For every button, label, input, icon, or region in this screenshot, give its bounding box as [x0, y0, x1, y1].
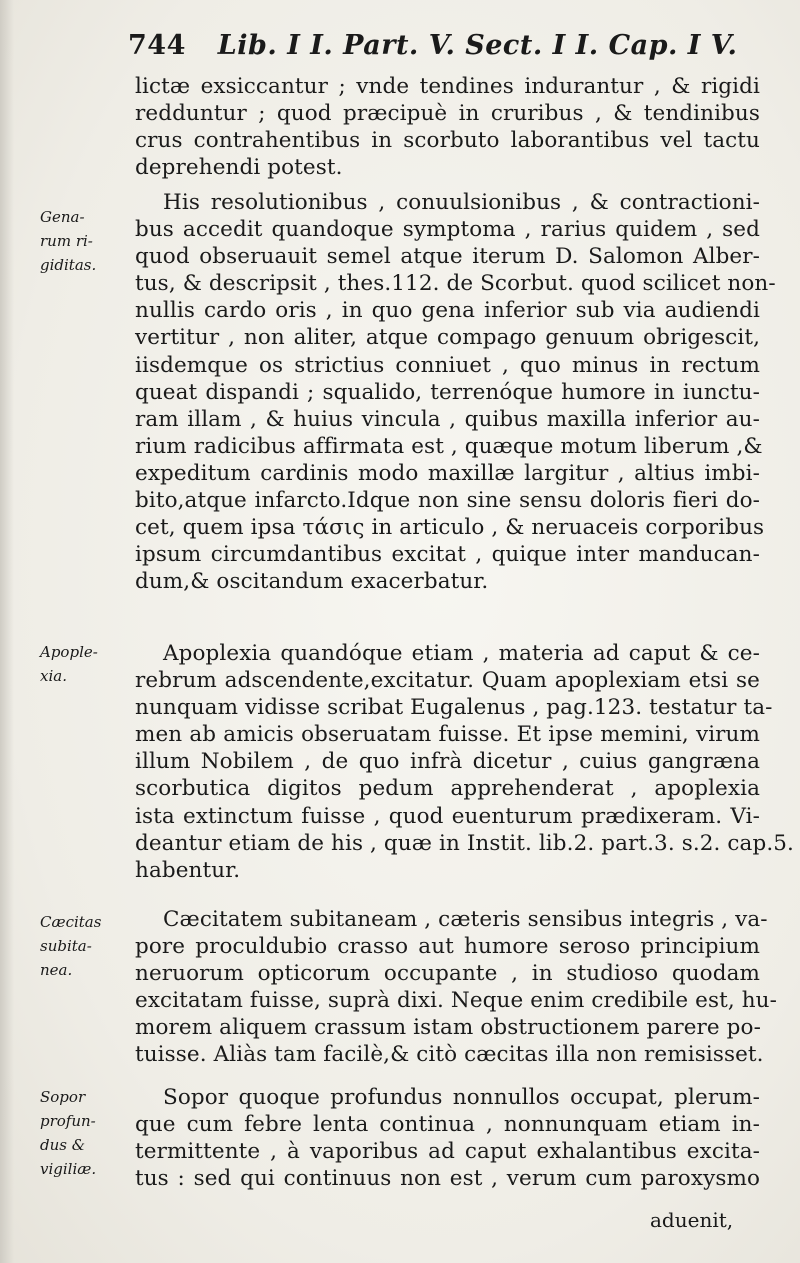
page-gutter-shadow — [0, 0, 14, 1263]
margin-note-genarum-rigiditas — [40, 205, 128, 277]
text-line: queat dispandi ; squalido, terrenóque humore in iunctu- — [135, 379, 760, 405]
text-line: Cæcitatem subitaneam , cæteris sensibus integris , va- — [163, 907, 768, 932]
margin-note-line: nea. — [40, 961, 73, 979]
margin-note-line: Gena- — [40, 208, 85, 226]
text-line: cet, quem ipsa τάσις in articulo , & neruaceis corporibus — [135, 515, 765, 541]
text-line: deantur etiam de his , quæ in Instit. lib.2. part.3. s.2. cap.5. — [135, 830, 794, 856]
running-header — [128, 30, 738, 61]
text-line: que cum febre lenta continua , nonnunquam etiam in- — [135, 1112, 760, 1138]
text-line: ista extinctum fuisse , quod euenturum prædixeram. Vi- — [135, 803, 760, 829]
margin-note-line: Sopor — [40, 1088, 86, 1106]
text-line: redduntur ; quod præcipuè in cruribus , & tendinibus — [135, 101, 760, 127]
text-line: quod obseruauit semel atque iterum D. Salomon Alber- — [135, 244, 760, 270]
margin-note-line: vigiliæ. — [40, 1160, 97, 1178]
margin-note-apoplexia — [40, 640, 128, 688]
page-number: 744 — [128, 30, 186, 61]
catchword: aduenit, — [650, 1208, 734, 1232]
text-line: bito,atque infarcto.Idque non sine sensu doloris fieri do- — [135, 488, 760, 514]
text-line: scorbutica digitos pedum apprehenderat , apoplexia — [135, 776, 760, 802]
text-line: ram illam , & huius vincula , quibus maxilla inferior au- — [135, 406, 760, 432]
margin-note-line: subita- — [40, 937, 92, 955]
margin-note-caecitas — [40, 910, 128, 982]
text-line: dum,& oscitandum exacerbatur. — [135, 569, 489, 595]
margin-note-line: dus & — [40, 1136, 86, 1154]
margin-note-sopor — [40, 1085, 128, 1181]
margin-note-line: giditas. — [40, 256, 97, 274]
text-line: illum Nobilem , de quo infrà dicetur , cuius gangræna — [135, 749, 760, 775]
text-line: pore proculdubio crasso aut humore seroso principium — [135, 934, 760, 960]
margin-note-line: xia. — [40, 667, 67, 685]
text-line: termittente , à vaporibus ad caput exhalantibus excita- — [135, 1139, 760, 1165]
margin-note-line: profun- — [40, 1112, 96, 1130]
paragraph-caecitas — [135, 906, 777, 1069]
text-line: bus accedit quandoque symptoma , rarius quidem , sed — [135, 217, 760, 243]
paragraph-sopor — [135, 1084, 760, 1192]
paragraph-apoplexia — [135, 640, 794, 884]
text-line: Sopor quoque profundus nonnullos occupat, plerum- — [163, 1085, 760, 1110]
text-line: tus, & descripsit , thes.112. de Scorbut. quod scilicet non- — [135, 271, 776, 297]
text-line: Apoplexia quandóque etiam , materia ad caput & ce- — [163, 641, 760, 666]
text-line: neruorum opticorum occupante , in studioso quodam — [135, 961, 760, 987]
text-line: vertitur , non aliter, atque compago genuum obrigescit, — [135, 325, 760, 351]
text-line: expeditum cardinis modo maxillæ largitur , altius imbi- — [135, 460, 760, 486]
margin-note-line: Cæcitas — [40, 913, 102, 931]
text-line: His resolutionibus , conuulsionibus , & contractioni- — [163, 190, 760, 215]
paragraph-genarum-rigiditas — [135, 189, 776, 595]
running-title: Lib. I I. Part. V. Sect. I I. Cap. I V. — [217, 30, 738, 61]
text-line: iisdemque os strictius conniuet , quo minus in rectum — [135, 352, 760, 378]
text-line: excitatam fuisse, suprà dixi. Neque enim credibile est, hu- — [135, 988, 777, 1014]
text-line: rebrum adscendente,excitatur. Quam apoplexiam etsi se — [135, 668, 760, 694]
text-line: nullis cardo oris , in quo gena inferior sub via audiendi — [135, 298, 760, 324]
text-line: lictæ exsiccantur ; vnde tendines indurantur , & rigidi — [135, 74, 760, 99]
margin-note-line: Apople- — [40, 643, 98, 661]
text-line: morem aliquem crassum istam obstructionem parere po- — [135, 1015, 761, 1041]
text-line: men ab amicis obseruatam fuisse. Et ipse memini, virum — [135, 722, 760, 748]
text-line: tuisse. Aliàs tam facilè,& citò cæcitas illa non remisisset. — [135, 1042, 764, 1068]
text-line: ipsum circumdantibus excitat , quique inter manducan- — [135, 542, 760, 568]
text-line: deprehendi potest. — [135, 155, 343, 181]
paragraph-continuation — [135, 73, 760, 181]
text-line: nunquam vidisse scribat Eugalenus , pag.123. testatur ta- — [135, 695, 773, 721]
text-line: tus : sed qui continuus non est , verum cum paroxysmo — [135, 1166, 760, 1192]
margin-note-line: rum ri- — [40, 232, 93, 250]
text-line: crus contrahentibus in scorbuto laborantibus vel tactu — [135, 128, 760, 154]
text-line: rium radicibus affirmata est , quæque motum liberum ,& — [135, 433, 763, 459]
text-line: habentur. — [135, 857, 241, 883]
